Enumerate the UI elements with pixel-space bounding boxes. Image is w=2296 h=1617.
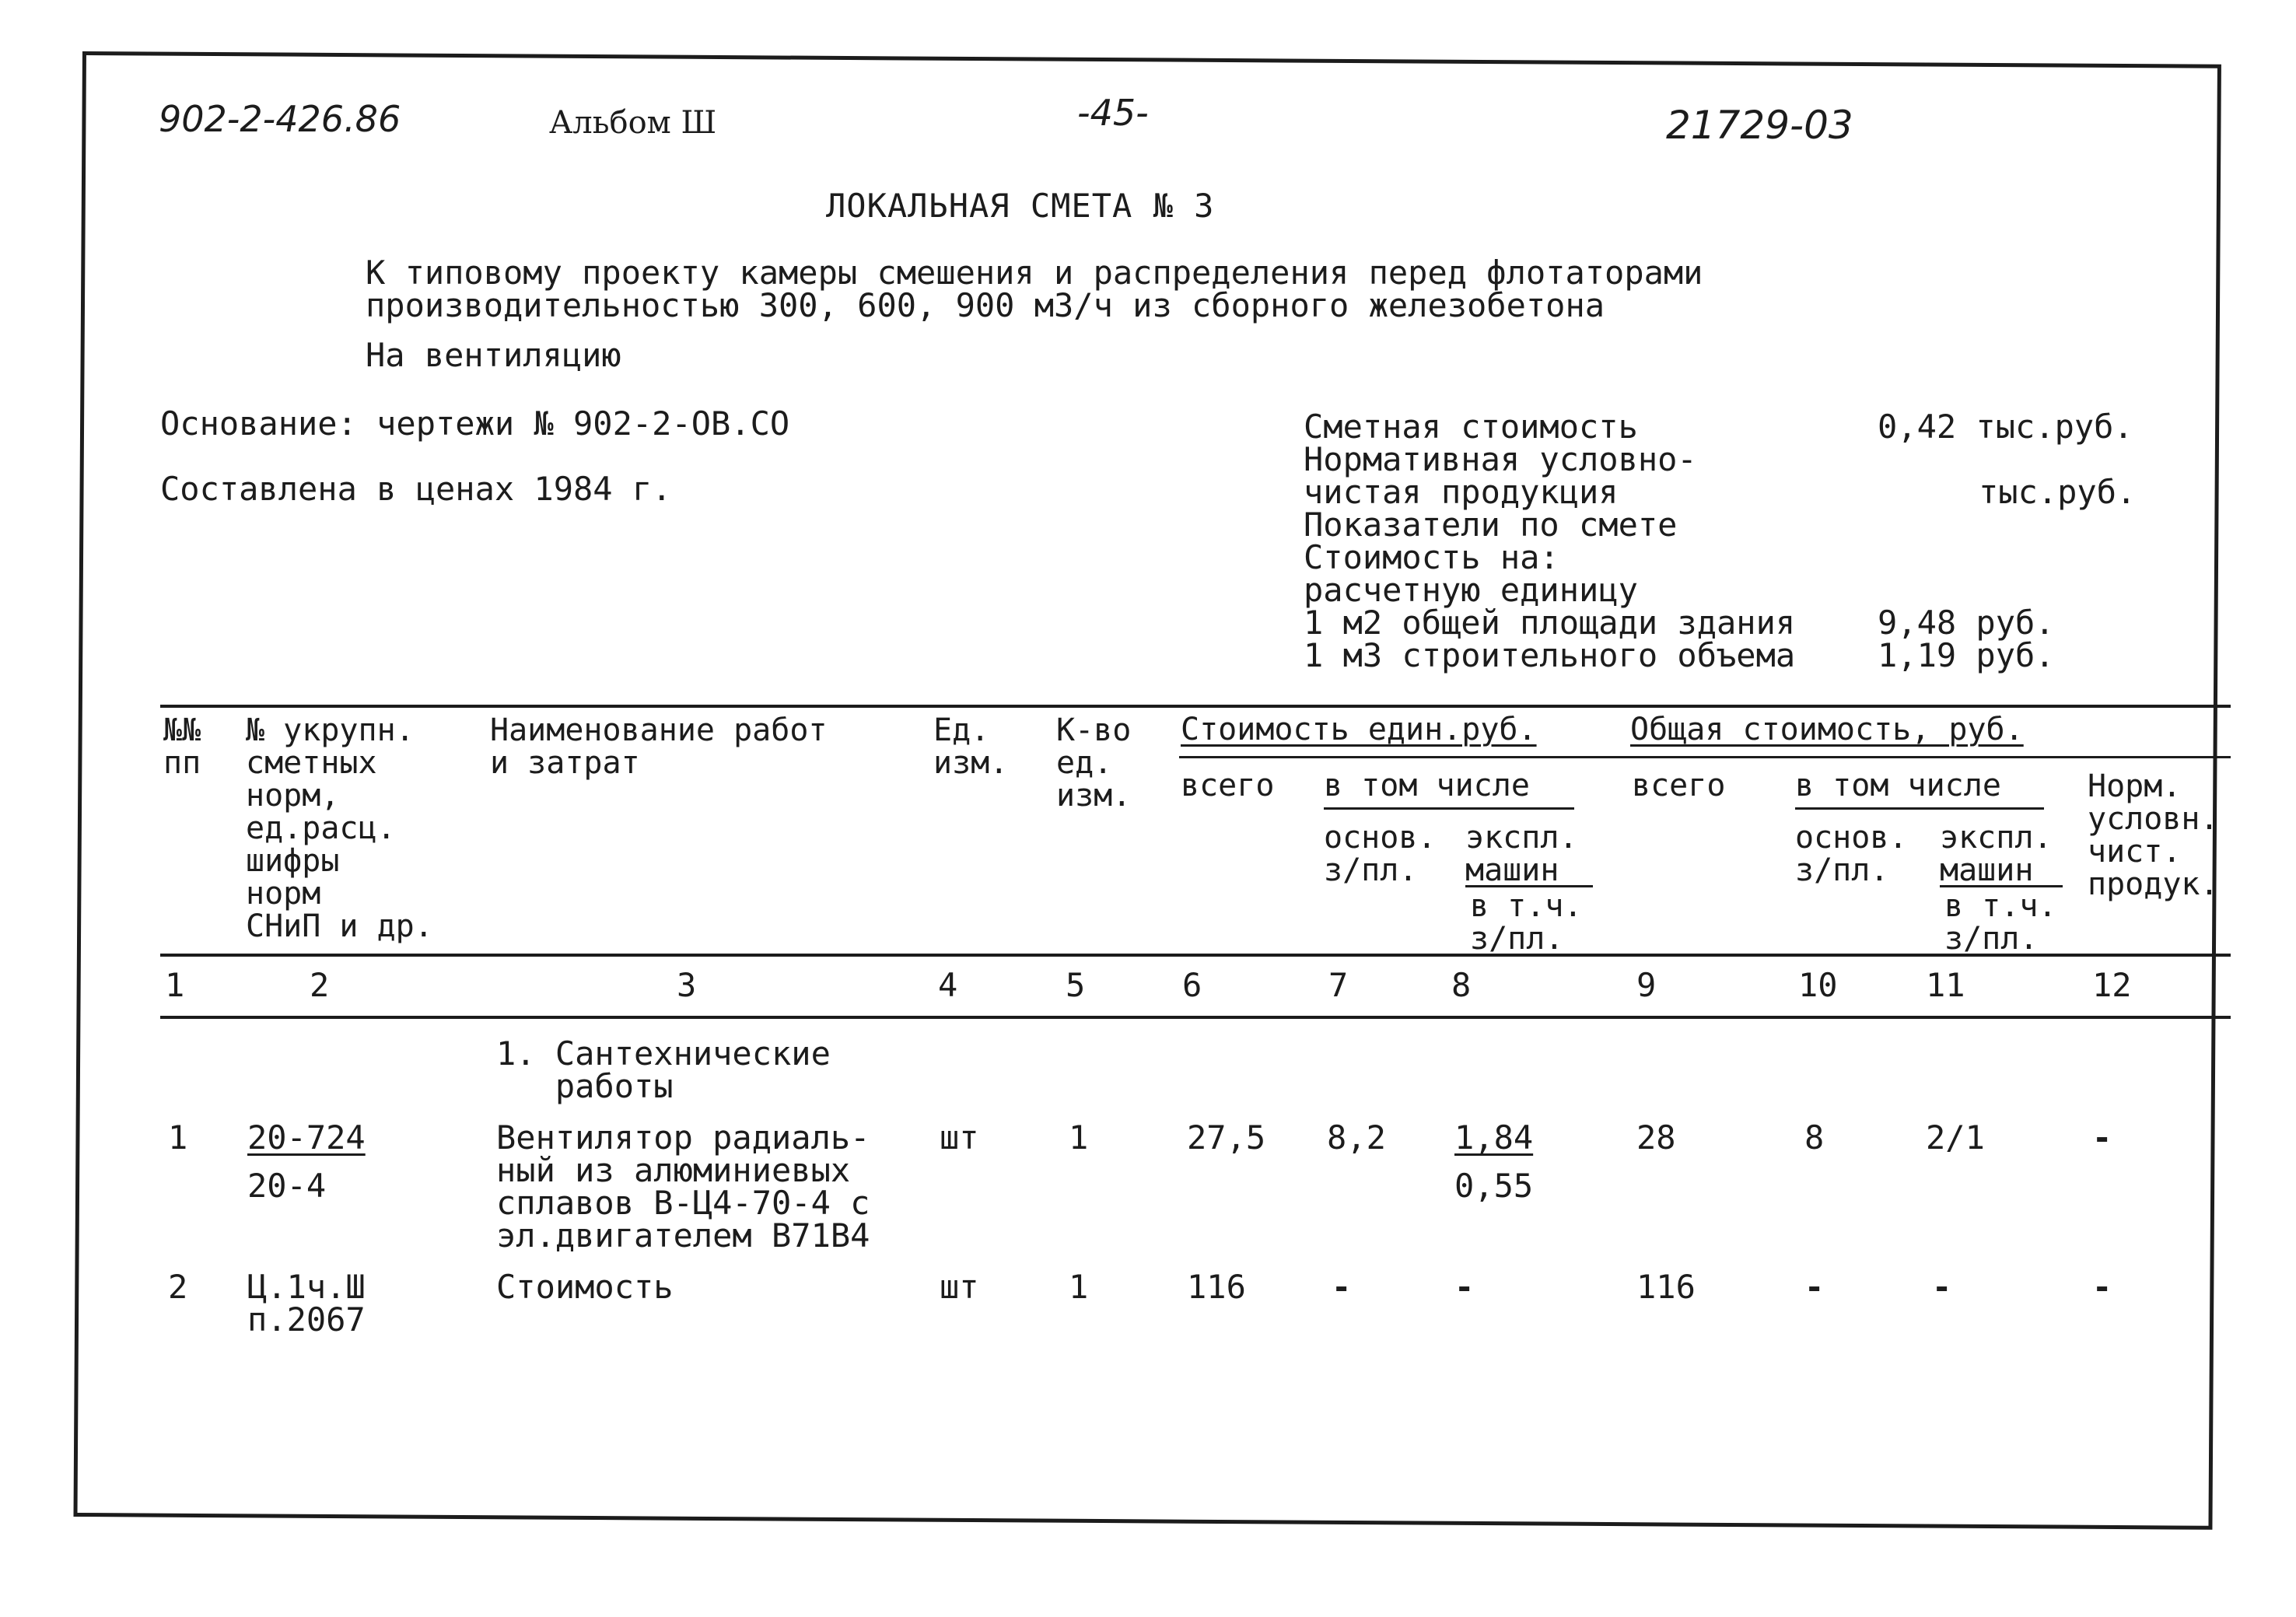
col-header-number: №№ пп — [163, 712, 201, 781]
norm-product-label-1: Нормативная условно- — [1304, 440, 1697, 478]
row-1-unit-machines: 1,84 — [1454, 1118, 1534, 1157]
row-1-code-top: 20-724 — [247, 1118, 366, 1157]
col-header-incl-1: в том числе — [1324, 768, 1530, 803]
col-number-1: 1 — [165, 966, 185, 1004]
row-1-unit-base-pay: 8,2 — [1327, 1118, 1386, 1157]
subtitle-line-2: производительностью 300, 600, 900 м3/ч из сборного железобетона — [366, 286, 1605, 324]
col-number-7: 7 — [1328, 966, 1349, 1004]
col-header-unit-machines-pay: в т.ч. з/пл. — [1470, 888, 1583, 957]
row-1-unit: шт — [940, 1118, 979, 1157]
col-number-11: 11 — [1926, 966, 1965, 1004]
album-label: Альбом Ш — [549, 105, 717, 141]
row-1-total-base-pay: 8 — [1804, 1118, 1825, 1157]
row-2-total: 116 — [1636, 1268, 1696, 1306]
page-title: ЛОКАЛЬНАЯ СМЕТА № 3 — [826, 187, 1215, 225]
col-group-unit-cost: Стоимость един.руб. — [1181, 712, 1537, 747]
estimate-cost-value: 0,42 тыс.руб. — [1878, 408, 2133, 446]
row-2-qty: 1 — [1069, 1268, 1089, 1306]
norm-product-value: тыс.руб. — [1979, 473, 2137, 511]
cost-per-label: Стоимость на: — [1304, 538, 1559, 576]
row-2-code-top: Ц.1ч.Ш — [247, 1268, 366, 1306]
page-number: -45- — [1077, 92, 1149, 134]
subtitle-line-1: К типовому проекту камеры смешения и распределения перед флотаторами — [366, 254, 1703, 292]
row-2-number: 2 — [168, 1268, 188, 1306]
row-1-qty: 1 — [1069, 1118, 1089, 1157]
col-header-name: Наименование работ и затрат — [490, 712, 828, 781]
col-header-incl-2: в том числе — [1795, 768, 2001, 803]
row-1-norm-product: - — [2092, 1118, 2112, 1157]
row-1-unit-total: 27,5 — [1187, 1118, 1266, 1157]
cost-group-rule — [1179, 756, 2231, 758]
col-header-unit-machines: экспл. машин — [1465, 820, 1578, 888]
col-number-12: 12 — [2092, 966, 2132, 1004]
row-2-name: Стоимость — [496, 1268, 674, 1306]
col-header-total-machines-pay: в т.ч. з/пл. — [1944, 888, 2057, 957]
col-number-6: 6 — [1182, 966, 1202, 1004]
area-cost-value: 9,48 руб. — [1878, 604, 2055, 642]
col-header-total-machines: экспл. машин — [1940, 820, 2053, 888]
header-bottom-rule — [160, 954, 2231, 957]
section-title: 1. Сантехнические работы — [496, 1034, 831, 1105]
col-number-5: 5 — [1066, 966, 1086, 1004]
col-number-8: 8 — [1451, 966, 1472, 1004]
row-1-name: Вентилятор радиаль- ный из алюминиевых сплавов В-Ц4-70-4 с эл.двигателем В71В4 — [496, 1118, 870, 1255]
incl-rule-2 — [1795, 807, 2044, 810]
row-1-total: 28 — [1636, 1118, 1676, 1157]
col-group-total-cost: Общая стоимость, руб. — [1630, 712, 2024, 747]
row-2-total-machines: - — [1932, 1268, 1952, 1306]
row-1-number: 1 — [168, 1118, 188, 1157]
subtitle-line-3: На вентиляцию — [366, 336, 621, 374]
row-2-unit: шт — [940, 1268, 979, 1306]
col-header-total-base-pay: основ. з/пл. — [1795, 820, 1908, 888]
row-2-unit-base-pay: - — [1332, 1268, 1352, 1306]
volume-cost-value: 1,19 руб. — [1878, 636, 2055, 674]
basis-line: Основание: чертежи № 902-2-ОВ.СО — [160, 404, 790, 443]
col-header-norm-product: Норм. условн. чист. продук. — [2088, 768, 2219, 902]
incl-rule-1 — [1324, 807, 1574, 810]
indicators-label: Показатели по смете — [1304, 506, 1678, 544]
estimate-cost-label: Сметная стоимость — [1304, 408, 1638, 446]
col-number-4: 4 — [938, 966, 958, 1004]
area-cost-label: 1 м2 общей площади здания — [1304, 604, 1796, 642]
document-number: 21729-03 — [1666, 103, 1853, 148]
volume-cost-label: 1 м3 строительного объема — [1304, 636, 1796, 674]
col-number-9: 9 — [1636, 966, 1657, 1004]
row-2-unit-total: 116 — [1187, 1268, 1246, 1306]
col-number-2: 2 — [310, 966, 330, 1004]
norm-product-label-2: чистая продукция — [1304, 473, 1619, 511]
table-top-rule — [160, 705, 2231, 708]
col-header-unit: Ед. изм. — [933, 712, 1009, 781]
numbers-bottom-rule — [160, 1016, 2231, 1019]
project-code: 902-2-426.86 — [159, 98, 401, 140]
row-2-norm-product: - — [2092, 1268, 2112, 1306]
row-2-unit-machines: - — [1454, 1268, 1475, 1306]
col-header-quantity: К-во ед. изм. — [1056, 712, 1132, 814]
row-1-total-machines: 2/1 — [1926, 1118, 1985, 1157]
prices-line: Составлена в ценах 1984 г. — [160, 470, 672, 508]
col-header-unit-total: всего — [1181, 768, 1275, 803]
row-1-unit-machines-pay: 0,55 — [1454, 1167, 1534, 1205]
row-2-total-base-pay: - — [1804, 1268, 1825, 1306]
col-header-unit-base-pay: основ. з/пл. — [1324, 820, 1437, 888]
col-header-total: всего — [1632, 768, 1726, 803]
col-header-norm-code: № укрупн. сметных норм, ед.расц. шифры норм СНиП и др. — [246, 712, 433, 944]
row-2-code-bottom: п.2067 — [247, 1300, 366, 1339]
row-1-code-bottom: 20-4 — [247, 1167, 327, 1205]
col-number-3: 3 — [677, 966, 697, 1004]
col-number-10: 10 — [1798, 966, 1838, 1004]
calc-unit-label: расчетную единицу — [1304, 571, 1638, 609]
